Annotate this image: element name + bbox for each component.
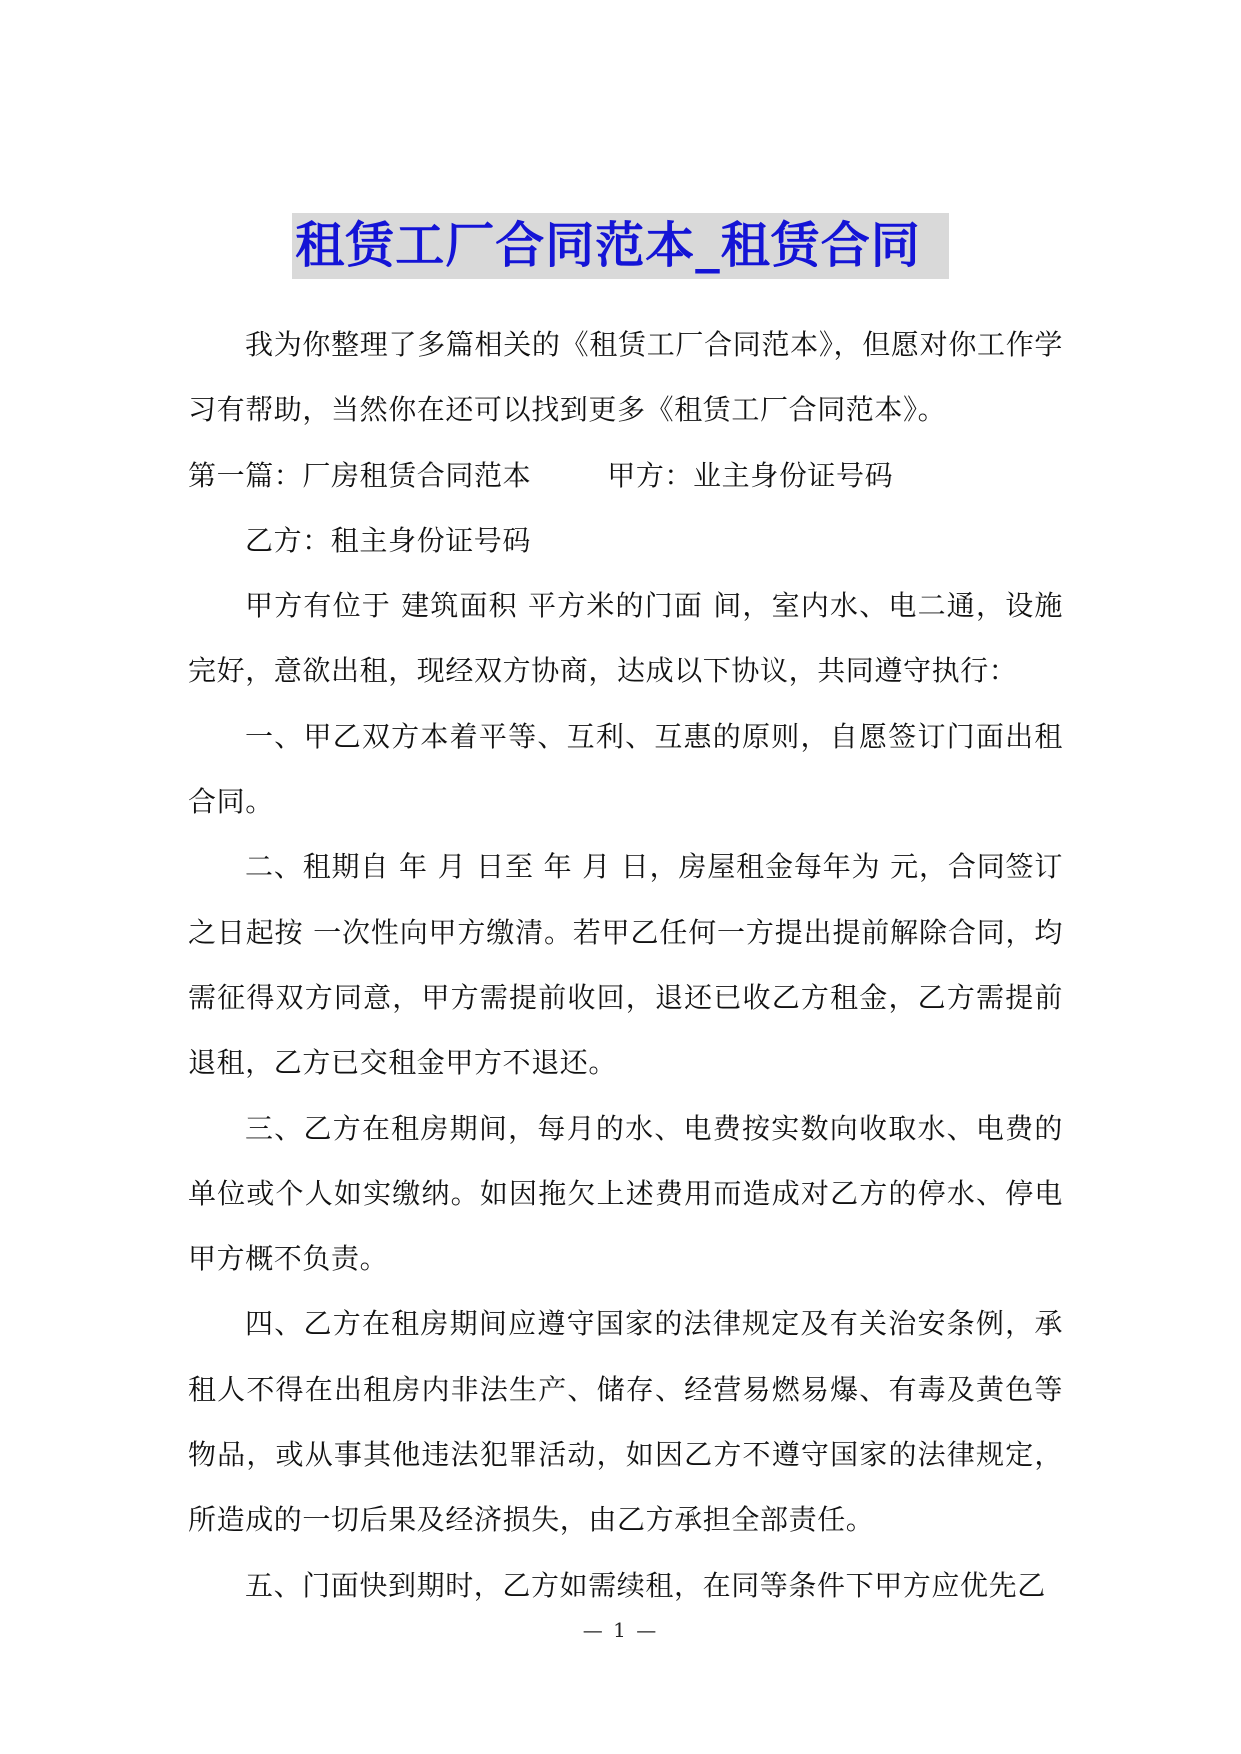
section-heading: 第一篇：厂房租赁合同范本 <box>188 458 532 492</box>
clause-4: 四、乙方在租房期间应遵守国家的法律规定及有关治安条例，承租人不得在出租房内非法生产、储存、经营易燃易爆、有毒及黄色等物品，或从事其他违法犯罪活动，如因乙方不遵守国家的法律规定，所造成的一切后果及经济损失，由乙方承担全部责任。 <box>188 1307 1063 1537</box>
page-number: — 1 — <box>582 1618 659 1642</box>
clause-5: 五、门面快到期时，乙方如需续租，在同等条件下甲方应优先乙 <box>245 1568 1046 1602</box>
premises-paragraph: 甲方有位于 建筑面积 平方米的门面 间，室内水、电二通，设施完好，意欲出租，现经双方协商，达成以下协议，共同遵守执行： <box>188 589 1063 688</box>
clause-2: 二、租期自 年 月 日至 年 月 日，房屋租金每年为 元，合同签订之日起按 一次性向甲方缴清。若甲乙任何一方提出提前解除合同，均需征得双方同意，甲方需提前收回，退还已收乙方租金，乙方需提前退租，乙方已交租金甲方不退还。 <box>188 850 1063 1080</box>
title-container <box>0 213 1241 279</box>
party-b-line: 乙方：租主身份证号码 <box>245 523 532 557</box>
party-a-line: 甲方：业主身份证号码 <box>607 458 894 492</box>
document-title: 租赁工厂合同范本_租赁合同 <box>292 213 949 279</box>
clause-1: 一、甲乙双方本着平等、互利、互惠的原则，自愿签订门面出租合同。 <box>188 719 1063 819</box>
document-body <box>188 312 1063 1618</box>
intro-paragraph: 我为你整理了多篇相关的《租赁工厂合同范本》，但愿对你工作学习有帮助，当然你在还可以找到更多《租赁工厂合同范本》。 <box>188 328 1063 427</box>
clause-3: 三、乙方在租房期间，每月的水、电费按实数向收取水、电费的单位或个人如实缴纳。如因拖欠上述费用而造成对乙方的停水、停电甲方概不负责。 <box>188 1111 1063 1276</box>
section-heading-line <box>188 443 1063 508</box>
